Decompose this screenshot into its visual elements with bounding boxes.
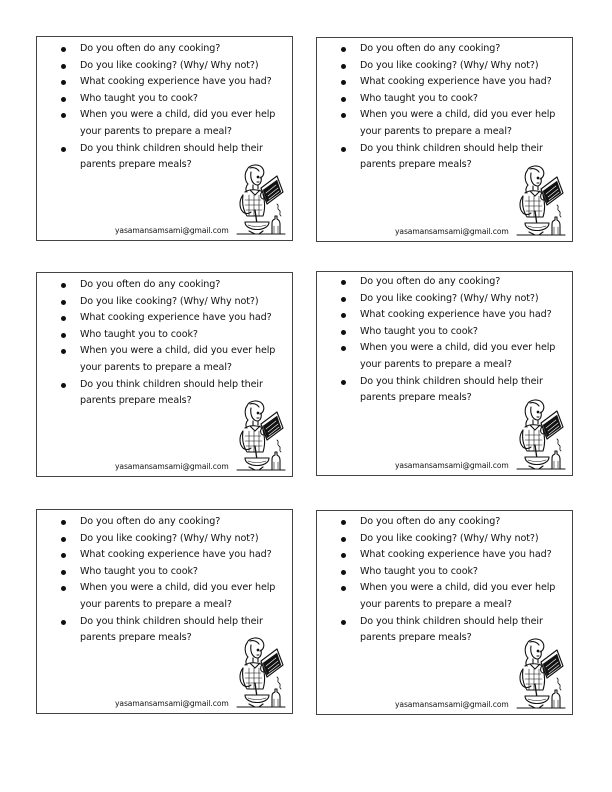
bullet-icon [61, 537, 66, 542]
bullet-icon [61, 80, 66, 85]
bullet-icon [341, 330, 346, 335]
bullet-icon [61, 520, 66, 525]
woman-reading-cookbook-icon [233, 635, 289, 713]
author-email: yasamansamsami@gmail.com [395, 700, 509, 709]
question-item: What cooking experience have you had? [317, 74, 572, 91]
question-item: Who taught you to cook? [37, 564, 292, 581]
question-item: When you were a child, did you ever help your parents to prepare a meal? [37, 107, 292, 140]
question-item: What cooking experience have you had? [317, 547, 572, 564]
question-item: Do you often do any cooking? [37, 277, 292, 294]
bullet-icon [61, 283, 66, 288]
bullet-icon [61, 64, 66, 69]
question-item: Do you often do any cooking? [37, 514, 292, 531]
bullet-icon [341, 97, 346, 102]
bullet-icon [341, 570, 346, 575]
question-item: When you were a child, did you ever help your parents to prepare a meal? [317, 340, 572, 373]
bullet-icon [61, 349, 66, 354]
bullet-icon [61, 97, 66, 102]
question-item: Do you often do any cooking? [317, 514, 572, 531]
question-list [37, 514, 292, 647]
question-item: Do you like cooking? (Why/ Why not?) [317, 58, 572, 75]
question-item: Do you think children should help their parents prepare meals? [317, 614, 572, 647]
question-list [37, 277, 292, 410]
question-list [317, 41, 572, 174]
bullet-icon [341, 147, 346, 152]
question-list [317, 514, 572, 647]
question-item: Do you think children should help their parents prepare meals? [37, 141, 292, 174]
question-item: Who taught you to cook? [37, 91, 292, 108]
woman-reading-cookbook-icon [233, 162, 289, 240]
bullet-icon [341, 313, 346, 318]
question-item: What cooking experience have you had? [317, 307, 572, 324]
question-item: Who taught you to cook? [317, 564, 572, 581]
bullet-icon [341, 586, 346, 591]
question-list [37, 41, 292, 174]
bullet-icon [341, 80, 346, 85]
woman-reading-cookbook-icon [513, 397, 569, 475]
author-email: yasamansamsami@gmail.com [115, 462, 229, 471]
bullet-icon [61, 333, 66, 338]
bullet-icon [61, 383, 66, 388]
woman-reading-cookbook-icon [513, 163, 569, 241]
question-item: What cooking experience have you had? [37, 74, 292, 91]
bullet-icon [341, 520, 346, 525]
author-email: yasamansamsami@gmail.com [115, 226, 229, 235]
question-item: Do you like cooking? (Why/ Why not?) [317, 291, 572, 308]
question-item: Do you like cooking? (Why/ Why not?) [37, 294, 292, 311]
question-item: What cooking experience have you had? [37, 310, 292, 327]
question-item: Do you like cooking? (Why/ Why not?) [37, 58, 292, 75]
bullet-icon [61, 147, 66, 152]
discussion-card [316, 510, 573, 715]
woman-reading-cookbook-icon [233, 398, 289, 476]
bullet-icon [61, 113, 66, 118]
question-item: Do you think children should help their parents prepare meals? [317, 374, 572, 407]
question-item: Do you often do any cooking? [317, 41, 572, 58]
bullet-icon [341, 537, 346, 542]
question-item: Do you often do any cooking? [317, 274, 572, 291]
woman-reading-cookbook-icon [513, 636, 569, 714]
bullet-icon [341, 346, 346, 351]
question-list [317, 274, 572, 407]
question-item: When you were a child, did you ever help your parents to prepare a meal? [317, 107, 572, 140]
question-item: Who taught you to cook? [317, 324, 572, 341]
question-item: When you were a child, did you ever help your parents to prepare a meal? [37, 580, 292, 613]
bullet-icon [341, 380, 346, 385]
author-email: yasamansamsami@gmail.com [395, 227, 509, 236]
author-email: yasamansamsami@gmail.com [115, 699, 229, 708]
discussion-card [316, 271, 573, 476]
question-item: Do you think children should help their parents prepare meals? [317, 141, 572, 174]
bullet-icon [341, 280, 346, 285]
bullet-icon [341, 113, 346, 118]
question-item: Do you often do any cooking? [37, 41, 292, 58]
question-item: Do you like cooking? (Why/ Why not?) [37, 531, 292, 548]
question-item: When you were a child, did you ever help your parents to prepare a meal? [37, 343, 292, 376]
bullet-icon [61, 570, 66, 575]
bullet-icon [61, 553, 66, 558]
discussion-card [36, 509, 293, 714]
discussion-card [316, 37, 573, 242]
bullet-icon [61, 47, 66, 52]
bullet-icon [341, 297, 346, 302]
question-item: Do you think children should help their parents prepare meals? [37, 614, 292, 647]
bullet-icon [61, 586, 66, 591]
bullet-icon [341, 553, 346, 558]
question-item: What cooking experience have you had? [37, 547, 292, 564]
question-item: Do you think children should help their parents prepare meals? [37, 377, 292, 410]
question-item: Do you like cooking? (Why/ Why not?) [317, 531, 572, 548]
question-item: When you were a child, did you ever help your parents to prepare a meal? [317, 580, 572, 613]
bullet-icon [341, 47, 346, 52]
bullet-icon [61, 620, 66, 625]
bullet-icon [61, 300, 66, 305]
question-item: Who taught you to cook? [317, 91, 572, 108]
bullet-icon [61, 316, 66, 321]
discussion-card [36, 36, 293, 241]
bullet-icon [341, 620, 346, 625]
discussion-card [36, 272, 293, 477]
bullet-icon [341, 64, 346, 69]
author-email: yasamansamsami@gmail.com [395, 461, 509, 470]
question-item: Who taught you to cook? [37, 327, 292, 344]
